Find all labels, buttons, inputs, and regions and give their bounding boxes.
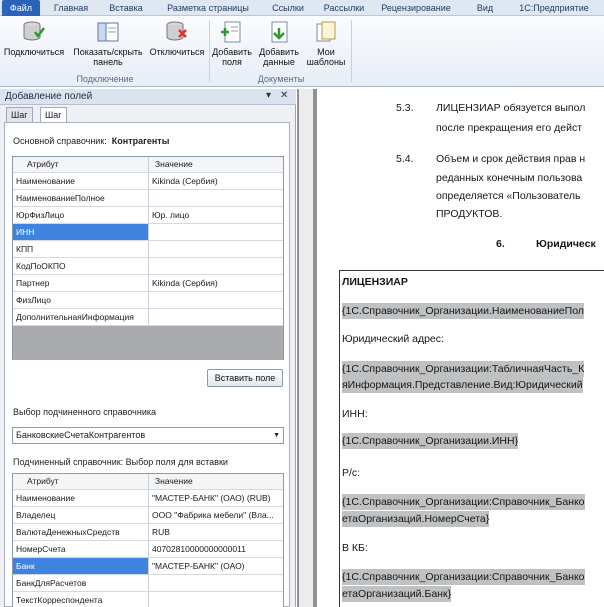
add-data-button[interactable]: [256, 20, 302, 67]
sub-select-label: Выбор подчиненного справочника: [13, 407, 156, 417]
attr-cell: Партнер: [13, 275, 149, 291]
attr-cell: ЮрФизЛицо: [13, 207, 149, 223]
database-disconnect-icon: [165, 20, 189, 44]
toggle-panel-button[interactable]: [68, 20, 148, 67]
disconnect-button[interactable]: [148, 20, 206, 57]
tab-step-2[interactable]: Шаг: [40, 107, 67, 123]
table-row-selected[interactable]: [13, 558, 283, 575]
my-templates-label: Мои шаблоны: [306, 47, 346, 67]
value-cell: [149, 309, 283, 325]
table-row[interactable]: [13, 275, 283, 292]
attr-cell: Владелец: [13, 507, 149, 523]
value-cell: [149, 292, 283, 308]
attr-cell: ТекстКорреспондента: [13, 592, 149, 607]
tab-step-1[interactable]: Шаг: [6, 107, 33, 122]
attr-cell: КодПоОКПО: [13, 258, 149, 274]
add-fields-pane: [0, 89, 296, 607]
clause-number: 5.4.: [396, 153, 414, 165]
main-ref-caption: Основной справочник:: [13, 136, 107, 146]
toggle-panel-label: Показать/скрыть панель: [73, 47, 143, 67]
value-cell: ООО "Фабрика мебели" (Вла...: [152, 510, 274, 520]
bank-label: В КБ:: [342, 542, 368, 554]
tab-1c-enterprise[interactable]: 1С:Предприятие: [519, 3, 589, 13]
table-row[interactable]: [13, 524, 283, 541]
attr-cell: Наименование: [13, 173, 149, 189]
attr-cell: Банк: [13, 558, 149, 574]
attr-cell: ВалютаДенежныхСредств: [13, 524, 149, 540]
merge-field[interactable]: {1С.Справочник_Организации.НаименованиеПол: [342, 305, 584, 317]
insert-field-button[interactable]: Вставить поле: [207, 369, 283, 387]
pane-title: Добавление полей: [5, 91, 93, 102]
group-label-connection: Подключение: [76, 74, 134, 84]
legal-address-label: Юридический адрес:: [342, 333, 444, 345]
grid-header: [13, 157, 283, 173]
clause-text-line: ЛИЦЕНЗИАР обязуется выпол: [436, 102, 586, 114]
col-value: Значение: [155, 159, 193, 169]
table-row[interactable]: [13, 173, 283, 190]
add-fields-label: Добавить поля: [212, 47, 252, 67]
clause-number: 5.3.: [396, 102, 414, 114]
clause-text-line: определяется «Пользователь: [436, 190, 581, 202]
clause-text-line: после прекращения его дейст: [436, 122, 583, 134]
tab-file[interactable]: Файл: [2, 0, 40, 16]
value-cell: [149, 241, 283, 257]
attr-cell: ДополнительнаяИнформация: [13, 309, 149, 325]
tab-insert[interactable]: Вставка: [109, 3, 143, 13]
clause-text-line: Объем и срок действия прав н: [436, 153, 586, 165]
table-row[interactable]: [13, 309, 283, 326]
pane-body: [4, 122, 290, 607]
col-attribute: Атрибут: [13, 157, 149, 172]
table-row[interactable]: [13, 190, 283, 207]
attr-cell: КПП: [13, 241, 149, 257]
main-attributes-grid: [12, 156, 284, 360]
value-cell: [149, 190, 283, 206]
tab-page-layout[interactable]: Разметка страницы: [167, 3, 249, 13]
database-connect-icon: [22, 20, 46, 44]
tab-references[interactable]: Ссылки: [272, 3, 304, 13]
vertical-scrollbar[interactable]: [299, 89, 313, 607]
ribbon: [0, 16, 604, 87]
value-cell: 40702810000000000011: [152, 544, 246, 554]
main-ref-label: [13, 136, 169, 146]
panel-icon: [96, 20, 120, 44]
add-data-icon: [267, 20, 291, 44]
section-title: Юридическ: [536, 238, 596, 250]
main-ref-value: Контрагенты: [111, 136, 170, 146]
pane-header: [0, 89, 296, 105]
table-row[interactable]: [13, 241, 283, 258]
value-cell: "МАСТЕР-БАНК" (ОАО) (RUB): [152, 493, 271, 503]
value-cell: "МАСТЕР-БАНК" (ОАО): [152, 561, 245, 571]
close-icon[interactable]: ✕: [280, 90, 289, 101]
tab-view[interactable]: Вид: [476, 3, 494, 13]
inn-label: ИНН:: [342, 408, 368, 420]
tab-mailings[interactable]: Рассылки: [323, 3, 365, 13]
tab-review[interactable]: Рецензирование: [381, 3, 451, 13]
group-separator: [209, 20, 210, 82]
section-number: 6.: [496, 238, 505, 250]
merge-field[interactable]: етаОрганизаций.Банк}: [342, 588, 452, 600]
account-label: Р/с:: [342, 467, 361, 479]
group-label-documents: Документы: [257, 74, 305, 84]
merge-field[interactable]: {1С.Справочник_Организации:Справочник_Банко: [342, 571, 585, 583]
disconnect-label: Отключиться: [149, 47, 205, 57]
merge-field[interactable]: {1С.Справочник_Организации.ИНН}: [342, 435, 519, 447]
clause-text-line: реданных конечным пользова: [436, 172, 583, 184]
add-fields-icon: [220, 20, 244, 44]
value-cell: RUB: [152, 527, 170, 537]
attr-cell: ФизЛицо: [13, 292, 149, 308]
merge-field[interactable]: яИнформация.Представление.Вид:Юридический: [342, 379, 583, 391]
merge-field[interactable]: {1С.Справочник_Организации:Справочник_Банко: [342, 496, 585, 508]
sub-attributes-grid: [12, 473, 284, 607]
attr-cell: НомерСчета: [13, 541, 149, 557]
clause-text-line: ПРОДУКТОВ.: [436, 208, 503, 220]
merge-field[interactable]: {1С.Справочник_Организации:ТабличнаяЧасть_К: [342, 363, 585, 375]
table-row[interactable]: [13, 292, 283, 309]
connect-button[interactable]: [2, 20, 66, 57]
table-row[interactable]: [13, 207, 283, 224]
value-cell: [149, 258, 283, 274]
col-value: Значение: [155, 476, 193, 486]
table-row[interactable]: [13, 507, 283, 524]
add-fields-button[interactable]: [212, 20, 252, 67]
add-data-label: Добавить данные: [259, 47, 299, 67]
licensor-heading: ЛИЦЕНЗИАР: [342, 276, 408, 288]
ribbon-tab-bar: [0, 0, 604, 16]
attr-cell: БанкДляРасчетов: [13, 575, 149, 591]
sub-ref-select-value: БанковскиеСчетаКонтрагентов: [16, 430, 146, 440]
table-row[interactable]: [13, 592, 283, 607]
sub-ref-label: Подчиненный справочник: Выбор поля для вставки: [13, 457, 228, 467]
attr-cell: НаименованиеПолное: [13, 190, 149, 206]
merge-field[interactable]: етаОрганизаций.НомерСчета}: [342, 513, 490, 525]
table-row[interactable]: [13, 541, 283, 558]
table-row[interactable]: [13, 575, 283, 592]
value-cell: Юр. лицо: [152, 210, 190, 220]
value-cell: [149, 224, 283, 240]
value-cell: Kikinda (Сербия): [152, 278, 218, 288]
sub-ref-select[interactable]: [12, 427, 284, 444]
value-cell: [149, 575, 283, 591]
connect-label: Подключиться: [3, 47, 65, 57]
my-templates-button[interactable]: [304, 20, 348, 67]
attr-cell: Наименование: [13, 490, 149, 506]
pane-menu-icon[interactable]: ▾: [266, 90, 272, 101]
value-cell: [149, 592, 283, 607]
chevron-down-icon[interactable]: ▼: [273, 432, 280, 439]
value-cell: Kikinda (Сербия): [152, 176, 218, 186]
table-row-selected[interactable]: [13, 224, 283, 241]
grid-header: [13, 474, 283, 490]
group-separator: [351, 20, 352, 82]
tab-home[interactable]: Главная: [53, 3, 89, 13]
templates-icon: [314, 20, 338, 44]
table-row[interactable]: [13, 490, 283, 507]
grid-empty-area: [13, 326, 283, 360]
table-row[interactable]: [13, 258, 283, 275]
attr-cell: ИНН: [13, 224, 149, 240]
col-attribute: Атрибут: [13, 474, 149, 489]
